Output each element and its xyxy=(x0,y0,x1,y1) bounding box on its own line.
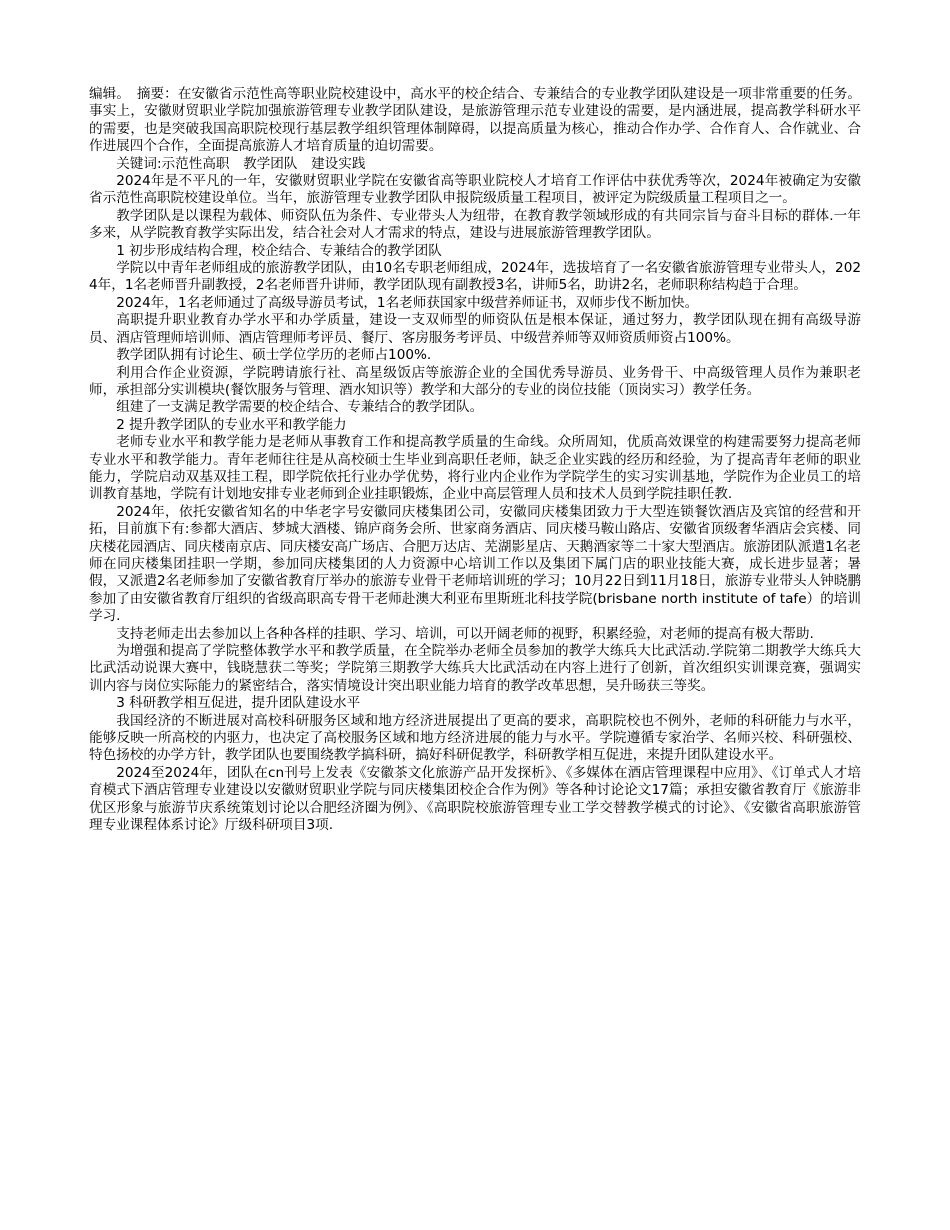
body-paragraph: 高职提升职业教育办学水平和办学质量，建设一支双师型的师资队伍是根本保证，通过努力，教学团队现在拥有高级导游员、酒店管理师培训师、酒店管理师考评员、餐厅、客房服务考评员、中级营养师等双师资质师资占100%。 xyxy=(89,312,861,346)
body-paragraph: 2024年，依托安徽省知名的中华老字号安徽同庆楼集团公司，安徽同庆楼集团致力于大型连锁餐饮酒店及宾馆的经营和开拓，目前旗下有:参都大酒店、梦城大酒楼、锦庐商务会所、世家商务酒店、同庆楼马鞍山路店、安徽省顶级奢华酒店会宾楼、同庆楼花园酒店、同庆楼南京店、同庆楼安高广场店、合肥万达店、芜湖影星店、天鹅酒家等二十家大型酒店。旅游团队派遣1名老师在同庆楼集团挂职一学期，参加同庆楼集团的人力资源中心培训工作以及集团下属门店的职业技能大赛，成长进步显著；暑假，又派遣2名老师参加了安徽省教育厅举办的旅游专业骨干老师培训班的学习；10月22日到11月18日，旅游专业带头人钟晓鹏参加了由安徽省教育厅组织的省级高职高专骨干老师赴澳大利亚布里斯班北科技学院(brisbane north institute of tafe）的培训学习. xyxy=(89,503,861,625)
keywords-paragraph: 关键词:示范性高职 教学团队 建设实践 xyxy=(116,155,366,172)
body-paragraph: 2024年是不平凡的一年，安徽财贸职业学院在安徽省高等职业院校人才培育工作评估中获优秀等次，2024年被确定为安徽省示范性高职院校建设单位。当年，旅游管理专业教学团队申报院级质量工程项目，被评定为院级质量工程项目之一。 xyxy=(89,173,861,207)
abstract-paragraph: 编辑。 摘要：在安徽省示范性高等职业院校建设中，高水平的校企结合、专兼结合的专业教学团队建设是一项非常重要的任务。事实上，安徽财贸职业学院加强旅游管理专业教学团队建设，是旅游管理示范专业建设的需要，是内涵进展，提高教学科研水平的需要，也是突破我国高职院校现行基层教学组织管理体制障碍，以提高质量为核心，推动合作办学、合作育人、合作就业、合作进展四个合作，全面提高旅游人才培育质量的迫切需要。 xyxy=(89,86,861,155)
body-paragraph: 利用合作企业资源，学院聘请旅行社、高星级饭店等旅游企业的全国优秀导游员、业务骨干、中高级管理人员作为兼职老师，承担部分实训模块(餐饮服务与管理、酒水知识等）教学和大部分的专业的岗位技能（顶岗实习）教学任务。 xyxy=(89,364,861,398)
body-paragraph: 2024至2024年，团队在cn刊号上发表《安徽茶文化旅游产品开发探析》、《多媒体在酒店管理课程中应用》、《订单式人才培育模式下酒店管理专业建设以安徽财贸职业学院与同庆楼集团校企合作为例》等各种讨论论文17篇；承担安徽省教育厅《旅游非优区形象与旅游节庆系统策划讨论以合肥经济圈为例》、《高职院校旅游管理专业工学交替教学模式的讨论》、《安徽省高职旅游管理专业课程体系讨论》厅级科研项目3项. xyxy=(89,764,861,834)
body-paragraph: 我国经济的不断进展对高校科研服务区域和地方经济进展提出了更高的要求，高职院校也不例外，老师的科研能力与水平，能够反映一所高校的内驱力，也决定了高校服务区域和地方经济进展的能力与水平。学院遵循专家治学、名师兴校、科研强校、特色扬校的办学方针，教学团队也要围绕教学搞科研，搞好科研促教学，科研教学相互促进，来提升团队建设水平。 xyxy=(89,712,861,764)
body-paragraph: 教学团队是以课程为载体、师资队伍为条件、专业带头人为纽带，在教育教学领域形成的有共同宗旨与奋斗目标的群体.一年多来，从学院教育教学实际出发，结合社会对人才需求的特点，建设与进展旅游管理教学团队。 xyxy=(89,207,861,242)
section-heading-1: 1 初步形成结构合理，校企结合、专兼结合的教学团队 xyxy=(116,242,442,259)
body-paragraph: 老师专业水平和教学能力是老师从事教育工作和提高教学质量的生命线。众所周知，优质高效课堂的构建需要努力提高老师专业水平和教学能力。青年老师往往是从高校硕士生毕业到高职任老师，缺乏企业实践的经历和经验，为了提高青年老师的职业能力，学院启动双基双挂工程，即学院依托行业办学优势，将行业内企业作为学院学生的实习实训基地，学院作为企业员工的培训教育基地，学院有计划地安排专业老师到企业挂职锻炼，企业中高层管理人员和技术人员到学院挂职任教. xyxy=(89,434,861,503)
section-heading-3: 3 科研教学相互促进，提升团队建设水平 xyxy=(116,695,361,712)
body-paragraph: 为增强和提高了学院整体教学水平和教学质量，在全院举办老师全员参加的教学大练兵大比武活动.学院第二期教学大练兵大比武活动说课大赛中，钱晓慧获二等奖；学院第三期教学大练兵大比武活动在内容上进行了创新，首次组织实训课竞赛，强调实训内容与岗位实际能力的紧密结合，落实情境设计突出职业能力培育的教学改革思想，吴升旸获三等奖。 xyxy=(89,643,861,694)
body-paragraph: 组建了一支满足教学需要的校企结合、专兼结合的教学团队。 xyxy=(116,399,484,416)
body-paragraph: 学院以中青年老师组成的旅游教学团队，由10名专职老师组成，2024年，选拔培育了一名安徽省旅游管理专业带头人，2024年，1名老师晋升副教授，2名老师晋升讲师，教学团队现有副教授3名，讲师5名，助讲2名，老师职称结构趋于合理。 xyxy=(89,260,861,294)
body-paragraph: 教学团队拥有讨论生、硕士学位学历的老师占100%. xyxy=(116,347,432,364)
body-paragraph: 2024年，1名老师通过了高级导游员考试，1名老师获国家中级营养师证书，双师步伐不断加快。 xyxy=(116,294,699,311)
body-paragraph: 支持老师走出去参加以上各种各样的挂职、学习、培训，可以开阔老师的视野，积累经验，对老师的提高有极大帮助. xyxy=(116,625,814,642)
document-body xyxy=(89,86,861,834)
section-heading-2: 2 提升教学团队的专业水平和教学能力 xyxy=(116,416,347,433)
